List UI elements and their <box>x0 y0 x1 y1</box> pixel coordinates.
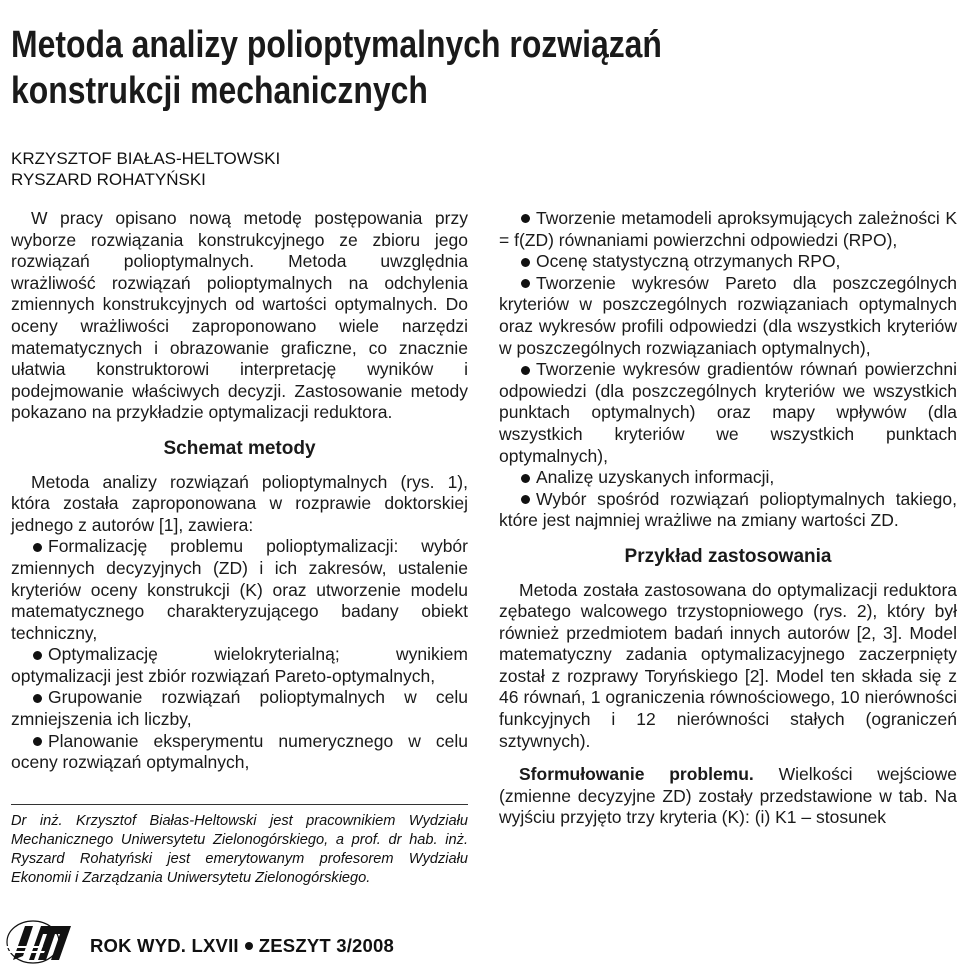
author-1: KRZYSZTOF BIAŁAS-HELTOWSKI <box>11 149 281 168</box>
run-in-heading: Sformułowanie problemu. <box>519 764 754 785</box>
right-column <box>499 208 957 829</box>
section2-text: Wielkości wejściowe (zmienne decyzyjne ZD) zostały przedstawione w tab. Na wyjściu przyjęto trzy kryteria (K): (i) K1 – stosunek <box>499 764 957 828</box>
list-item <box>499 467 957 489</box>
list-item <box>499 273 957 359</box>
bullet-icon <box>521 279 530 288</box>
list-item <box>499 208 957 251</box>
list-item <box>499 251 957 273</box>
journal-issue: ZESZYT 3/2008 <box>258 935 394 956</box>
bullet-text: Tworzenie wykresów gradientów równań powierzchni odpowiedzi (dla poszczególnych kryteriów we wszystkich punktach optymalnych) oraz mapy wpływów (dla wszystkich kryteriów we wszystkich punktach optymalnych), <box>499 359 957 466</box>
footnote-divider <box>11 804 468 805</box>
title-line-1: Metoda analizy polioptymalnych rozwiązań <box>11 24 662 66</box>
bullet-text: Analizę uzyskanych informacji, <box>536 467 775 488</box>
list-item <box>11 536 468 644</box>
bullet-icon <box>33 694 42 703</box>
separator-dot-icon <box>245 942 253 950</box>
list-item <box>11 644 468 687</box>
section2-paragraph-2 <box>499 764 957 829</box>
title-line-2: konstrukcji mechanicznych <box>11 70 428 112</box>
bullet-icon <box>521 366 530 375</box>
list-item <box>11 731 468 774</box>
author-footnote: Dr inż. Krzysztof Białas-Heltowski jest pracownikiem Wydziału Mechanicznego Uniwersytetu Zielonogórskiego, a prof. dr hab. inż. Ryszard Rohatyński jest emerytowanym profesorem Wydziału Ekonomii i Zarządzania Uniwersytetu Zielonogórskiego. <box>11 813 468 886</box>
bullet-text: Optymalizację wielokryterialną; wynikiem optymalizacji jest zbiór rozwiązań Pareto-optymalnych, <box>11 644 468 686</box>
section2-paragraph: Metoda została zastosowana do optymalizacji reduktora zębatego walcowego trzystopniowego (rys. 2), który był również przedmiotem badań innych autorów [2, 3]. Model matematyczny zadania optymalizacyjnego zaczerpnięty został z rozprawy Toryńskiego [2]. Model ten składa się z 46 równań, 1 ograniczenia równościowego, 10 nierówności funkcyjnych i 12 nierówności stałych (ograniczeń sztywnych). <box>499 579 957 751</box>
journal-issue-line <box>90 935 394 957</box>
journal-year: ROK WYD. LXVII <box>90 935 239 956</box>
bullet-text: Ocenę statystyczną otrzymanych RPO, <box>536 251 841 272</box>
bullet-text: Formalizację problemu polioptymalizacji: wybór zmiennych decyzyjnych (ZD) i ich zakresów, ustalenie kryteriów oceny konstrukcji (K) oraz utworzenie modelu matematycznego charakteryzującego badany obiekt techniczny, <box>11 536 468 643</box>
author-2: RYSZARD ROHATYŃSKI <box>11 170 206 189</box>
bullet-icon <box>521 474 530 483</box>
bullet-text: Planowanie eksperymentu numerycznego w celu oceny rozwiązań optymalnych, <box>11 730 468 773</box>
bullet-text: Grupowanie rozwiązań polioptymalnych w celu zmniejszenia ich liczby, <box>11 687 468 730</box>
authors <box>11 148 280 190</box>
bullet-icon <box>521 258 530 267</box>
article-title <box>11 22 767 114</box>
section1-intro: Metoda analizy rozwiązań polioptymalnych (rys. 1), która została zaproponowana w rozprawie doktorskiej jednego z autorów [1], zawiera: <box>11 471 468 535</box>
abstract: W pracy opisano nową metodę postępowania przy wyborze rozwiązania konstrukcyjnego ze zbioru jego rozwiązań polioptymalnych. Metoda uwzględnia wrażliwość rozwiązań polioptymalnych na odchylenia zmiennych konstrukcyjnych od wartości optymalnych. Do oceny wrażliwości zaproponowano wiele narzędzi matematycznych i obrazowanie graficzne, co znacznie ułatwia konstruktorowi interpretację wyników i podejmowanie właściwych decyzji. Zastosowanie metody pokazano na przykładzie optymalizacji reduktora. <box>11 208 468 423</box>
bullet-text: Tworzenie wykresów Pareto dla poszczególnych kryteriów w poszczególnych rozwiązaniach optymalnych oraz wykresów profili odpowiedzi (dla wszystkich kryteriów w poszczególnych rozwiązaniach optymalnych), <box>499 272 957 358</box>
bullet-icon <box>521 495 530 504</box>
left-column <box>11 208 468 774</box>
section-heading-schemat: Schemat metody <box>163 437 316 459</box>
list-item <box>499 359 957 467</box>
bullet-text: Tworzenie metamodeli aproksymujących zależności K = f(ZD) równaniami powierzchni odpowiedzi (RPO), <box>499 208 957 250</box>
bullet-icon <box>33 737 42 746</box>
bullet-icon <box>33 543 42 552</box>
bullet-icon <box>521 214 530 223</box>
bullet-text: Wybór spośród rozwiązań polioptymalnych takiego, które jest najmniej wrażliwe na zmiany wartości ZD. <box>499 488 957 531</box>
section-heading-przyklad: Przykład zastosowania <box>624 545 832 567</box>
list-item <box>499 489 957 532</box>
journal-logo-icon <box>3 916 79 966</box>
bullet-icon <box>33 651 42 660</box>
list-item <box>11 687 468 730</box>
